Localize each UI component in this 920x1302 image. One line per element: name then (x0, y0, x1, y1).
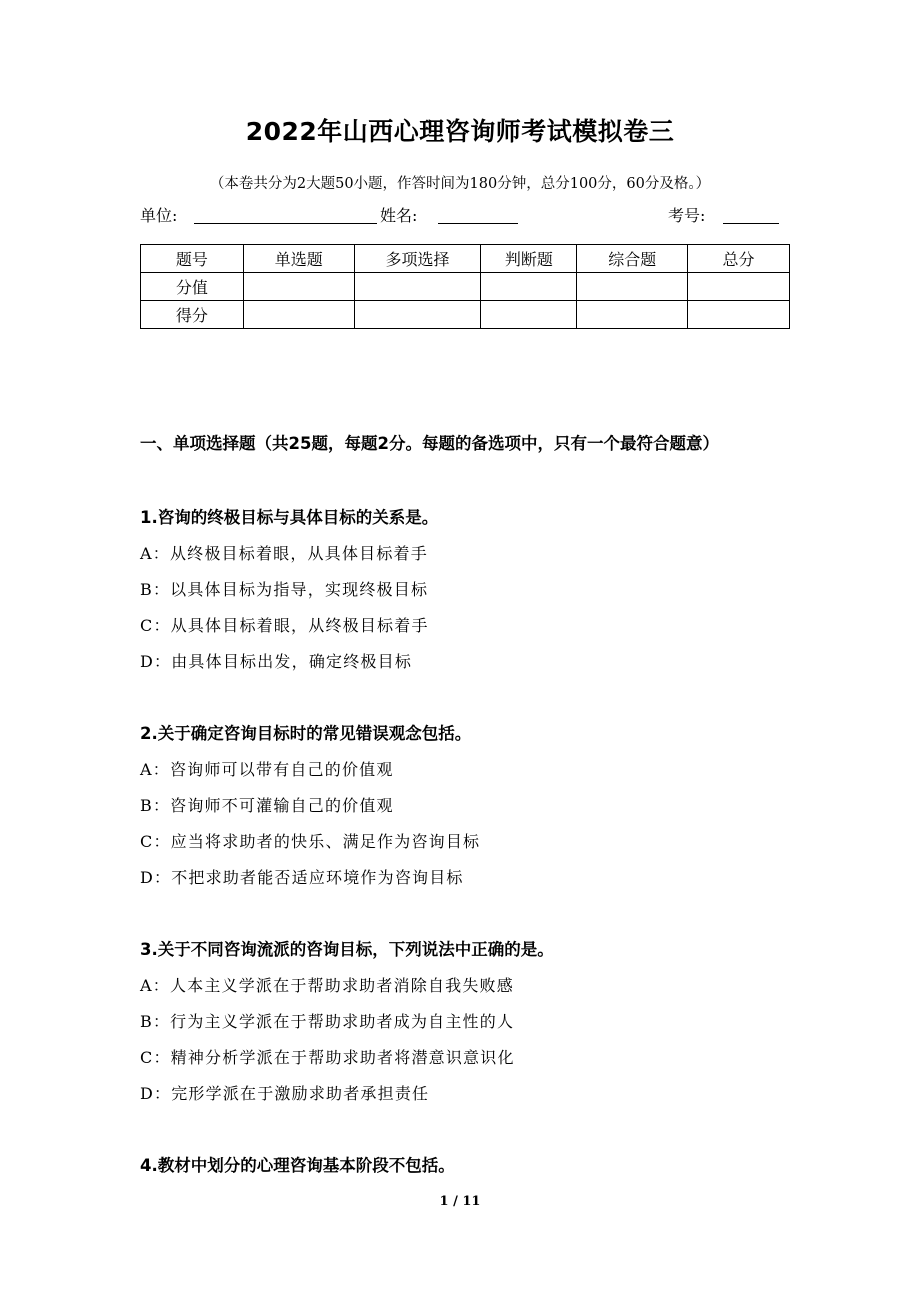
score-cell[interactable] (688, 273, 790, 301)
score-table-row (141, 273, 790, 301)
option-d[interactable]: D：完形学派在于激励求助者承担责任 (140, 1084, 430, 1103)
score-table (140, 244, 790, 329)
score-cell[interactable] (688, 301, 790, 329)
option-b[interactable]: B：以具体目标为指导，实现终极目标 (140, 580, 429, 599)
header-cell: 题号 (141, 245, 244, 273)
score-cell[interactable] (354, 273, 481, 301)
score-cell[interactable] (577, 301, 688, 329)
question-4 (140, 1156, 800, 1192)
option-c[interactable]: C：精神分析学派在于帮助求助者将潜意识意识化 (140, 1048, 515, 1067)
option-d[interactable]: D：不把求助者能否适应环境作为咨询目标 (140, 868, 464, 887)
exam-number-blank[interactable] (723, 223, 779, 224)
unit-blank[interactable] (194, 223, 377, 224)
candidate-info-row (140, 203, 790, 229)
score-cell[interactable] (481, 301, 577, 329)
score-table-header-row (141, 245, 790, 273)
option-a[interactable]: A：咨询师可以带有自己的价值观 (140, 760, 394, 779)
question-title: 2.关于确定咨询目标时的常见错误观念包括。 (140, 724, 472, 743)
question-title: 3.关于不同咨询流派的咨询目标，下列说法中正确的是。 (140, 940, 554, 959)
header-cell: 单选题 (243, 245, 354, 273)
option-b[interactable]: B：行为主义学派在于帮助求助者成为自主性的人 (140, 1012, 515, 1031)
header-cell: 多项选择 (354, 245, 481, 273)
page-number: 1 / 11 (439, 1194, 481, 1209)
score-cell[interactable] (354, 301, 481, 329)
option-a[interactable]: A：人本主义学派在于帮助求助者消除自我失败感 (140, 976, 514, 995)
exam-number-label: 考号: (668, 206, 706, 225)
option-a[interactable]: A：从终极目标着眼，从具体目标着手 (140, 544, 428, 563)
row-label-cell: 分值 (141, 273, 244, 301)
header-cell: 总分 (688, 245, 790, 273)
header-cell: 综合题 (577, 245, 688, 273)
score-table-row (141, 301, 790, 329)
unit-label: 单位: (140, 206, 178, 225)
question-2 (140, 724, 800, 904)
score-cell[interactable] (243, 273, 354, 301)
question-3 (140, 940, 800, 1120)
question-title: 4.教材中划分的心理咨询基本阶段不包括。 (140, 1156, 455, 1175)
name-blank[interactable] (438, 223, 518, 224)
option-b[interactable]: B：咨询师不可灌输自己的价值观 (140, 796, 394, 815)
section-heading: 一、单项选择题（共25题，每题2分。每题的备选项中，只有一个最符合题意） (140, 434, 719, 453)
header-cell: 判断题 (481, 245, 577, 273)
score-cell[interactable] (243, 301, 354, 329)
row-label-cell: 得分 (141, 301, 244, 329)
score-cell[interactable] (481, 273, 577, 301)
option-c[interactable]: C：应当将求助者的快乐、满足作为咨询目标 (140, 832, 481, 851)
page-title: 2022年山西心理咨询师考试模拟卷三 (245, 117, 675, 146)
exam-instructions: （本卷共分为2大题50小题，作答时间为180分钟，总分100分，60分及格。） (209, 176, 711, 192)
score-cell[interactable] (577, 273, 688, 301)
option-d[interactable]: D：由具体目标出发，确定终极目标 (140, 652, 413, 671)
name-label: 姓名: (380, 206, 418, 225)
option-c[interactable]: C：从具体目标着眼，从终极目标着手 (140, 616, 429, 635)
question-title: 1.咨询的终极目标与具体目标的关系是。 (140, 508, 439, 527)
question-1 (140, 508, 800, 688)
